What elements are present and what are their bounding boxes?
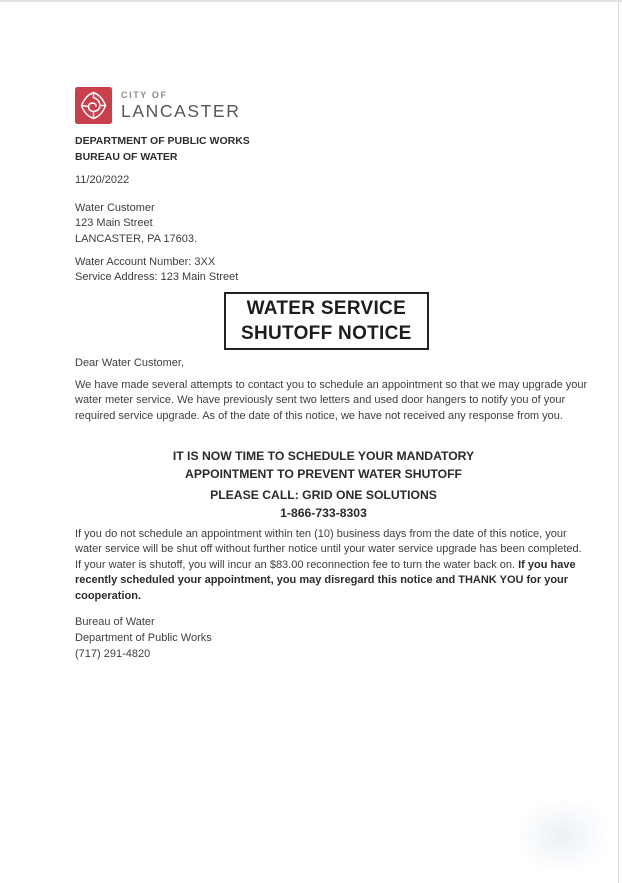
notice-title-line2: SHUTOFF NOTICE [241, 323, 412, 344]
shutoff-notice-title-box [224, 292, 429, 350]
paragraph2-bold-text: If you have recently scheduled your appointment, you may disregard this notice and THANK YOU for your cooperation. [75, 558, 576, 602]
page-right-border [618, 0, 619, 883]
paragraph2-regular-text: If you do not schedule an appointment within ten (10) business days from the date of this notice, your water service will be shut off without further notice until your water service upgrade has been completed. If your water is shutoff, you will incur an $83.00 reconnection fee to turn the water back on. [75, 528, 582, 571]
bureau-line: BUREAU OF WATER [75, 150, 178, 163]
account-number-line: Water Account Number: 3XX [75, 256, 216, 268]
body-paragraph-2 [75, 527, 589, 604]
recipient-city-state-zip: LANCASTER, PA 17603. [75, 232, 198, 245]
service-address-line: Service Address: 123 Main Street [75, 271, 239, 284]
cta-phone-number: 1-866-733-8303 [280, 505, 367, 520]
recipient-street: 123 Main Street [75, 217, 153, 230]
cta-call-line: PLEASE CALL: GRID ONE SOLUTIONS [210, 488, 437, 502]
letter-date: 11/20/2022 [75, 174, 130, 186]
scan-smudge [515, 797, 610, 875]
cta-line2: APPOINTMENT TO PREVENT WATER SHUTOFF [185, 466, 462, 481]
cta-line1: IT IS NOW TIME TO SCHEDULE YOUR MANDATORY [172, 449, 475, 463]
city-logo-text [121, 87, 240, 122]
department-line: DEPARTMENT OF PUBLIC WORKS [75, 135, 250, 147]
city-name-label: LANCASTER [121, 101, 241, 121]
city-logo [75, 87, 240, 124]
department-header [75, 134, 250, 165]
signature-bureau: Bureau of Water [75, 616, 155, 628]
body-paragraph-1: We have made several attempts to contact you to schedule an appointment so that we may upgrade your water meter service. We have previously sent two letters and used door hangers to notify you of your required service upgrade. As of the date of this notice, we have not received any response from you. [75, 379, 588, 422]
signature-phone: (717) 291-4820 [75, 647, 151, 660]
call-to-action-block [75, 448, 572, 522]
signature-block [75, 615, 212, 662]
signature-department: Department of Public Works [75, 631, 212, 644]
page-top-border [0, 0, 622, 2]
notice-title-line1: WATER SERVICE [246, 298, 407, 319]
recipient-address-block [75, 201, 197, 247]
lancaster-rose-icon [75, 87, 112, 124]
salutation: Dear Water Customer, [75, 357, 185, 369]
recipient-name: Water Customer [75, 202, 155, 214]
account-info-block [75, 255, 238, 286]
city-of-label: CITY OF [121, 90, 168, 100]
